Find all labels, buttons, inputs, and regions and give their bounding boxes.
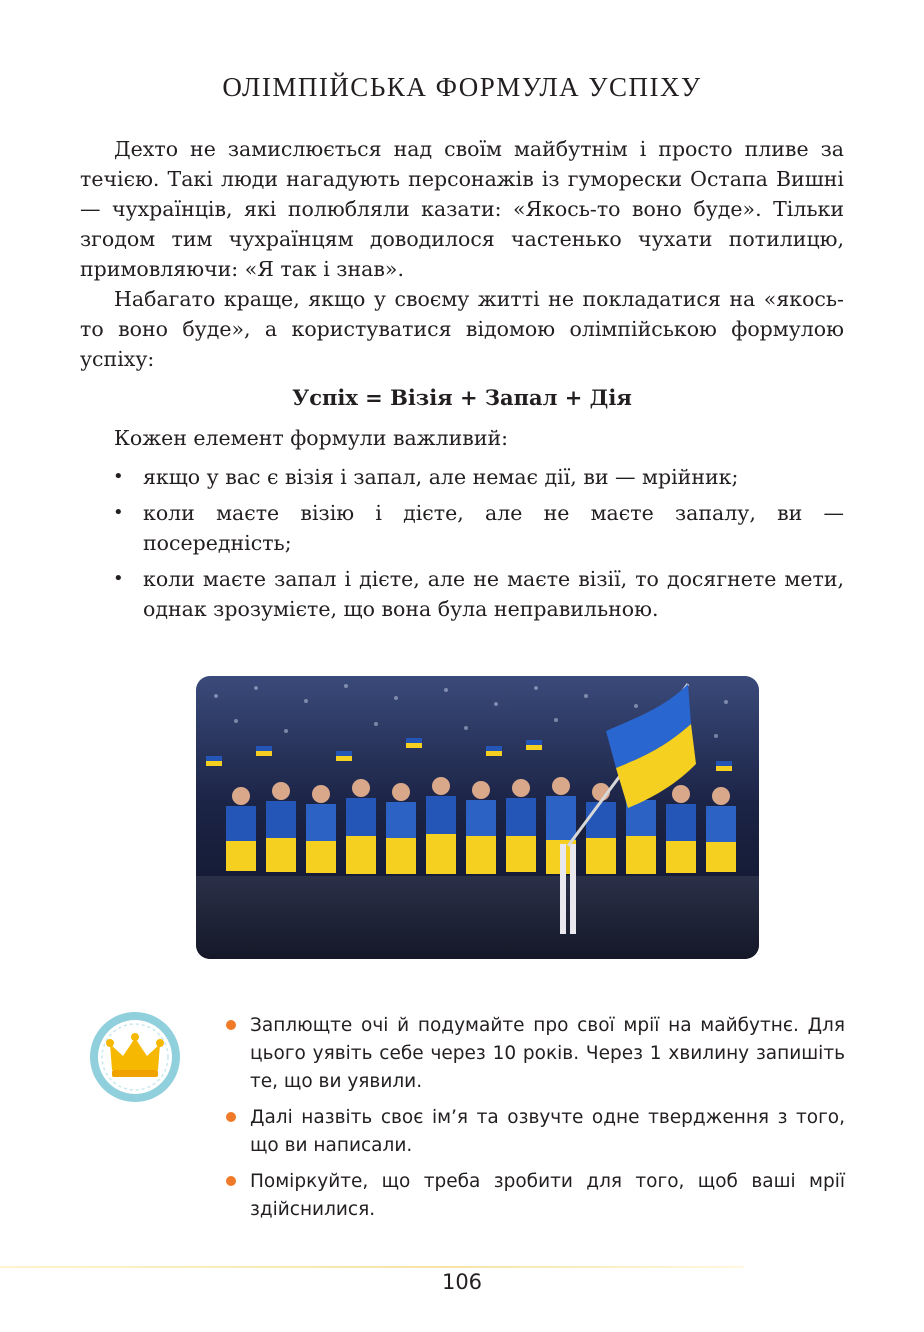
bullet-icon: • [113,568,124,589]
orange-bullet-icon [226,1020,236,1030]
bullet-icon: • [113,466,124,487]
task-list [226,1012,845,1232]
list-item: • коли маєте запал і дієте, але не маєте візії, то досягнете мети, однак зрозумієте, що вона була неправильною. [80,564,844,624]
formula-bullet-list [80,462,844,630]
list-item: Далі назвіть своє ім’я та озвучте одне твердження з того, що ви написали. [226,1104,845,1160]
formula-intro: Кожен елемент формули важливий: [114,426,509,450]
orange-bullet-icon [226,1112,236,1122]
page-title: ОЛІМПІЙСЬКА ФОРМУЛА УСПІХУ [222,72,702,102]
paragraph-1: Дехто не замислюється над своїм майбутнім і просто пливе за течією. Такі люди нагадують персонажів із гуморески Остапа Вишні — чухраїнців, які полюбляли казати: «Якось-то воно буде». Тільки згодом тим чухраїнцям доводилося частенько чухати потилицю, примовляючи: «Я так і знав». [80,137,844,281]
crown-icon [88,1010,182,1104]
footer-divider [0,1266,744,1268]
list-item: • якщо у вас є візія і запал, але немає дії, ви — мрійник; [80,462,844,492]
success-formula: Успіх = Візія + Запал + Дія [292,385,632,410]
orange-bullet-icon [226,1176,236,1186]
paragraph-2: Набагато краще, якщо у своєму житті не покладатися на «якось-то воно буде», а користуватися відомою олімпійською формулою успіху: [80,287,844,371]
list-item: • коли маєте візію і дієте, але не маєте запалу, ви — посередність; [80,498,844,558]
list-item: Поміркуйте, що треба зробити для того, щоб ваші мрії здійснилися. [226,1168,845,1224]
page-number: 106 [441,1270,483,1294]
list-item: Заплющте очі й подумайте про свої мрії на майбутнє. Для цього уявіть себе через 10 років. Через 1 хвилину запишіть те, що ви уявили. [226,1012,845,1096]
olympic-team-ukraine-photo [196,676,759,959]
bullet-icon: • [113,502,124,523]
